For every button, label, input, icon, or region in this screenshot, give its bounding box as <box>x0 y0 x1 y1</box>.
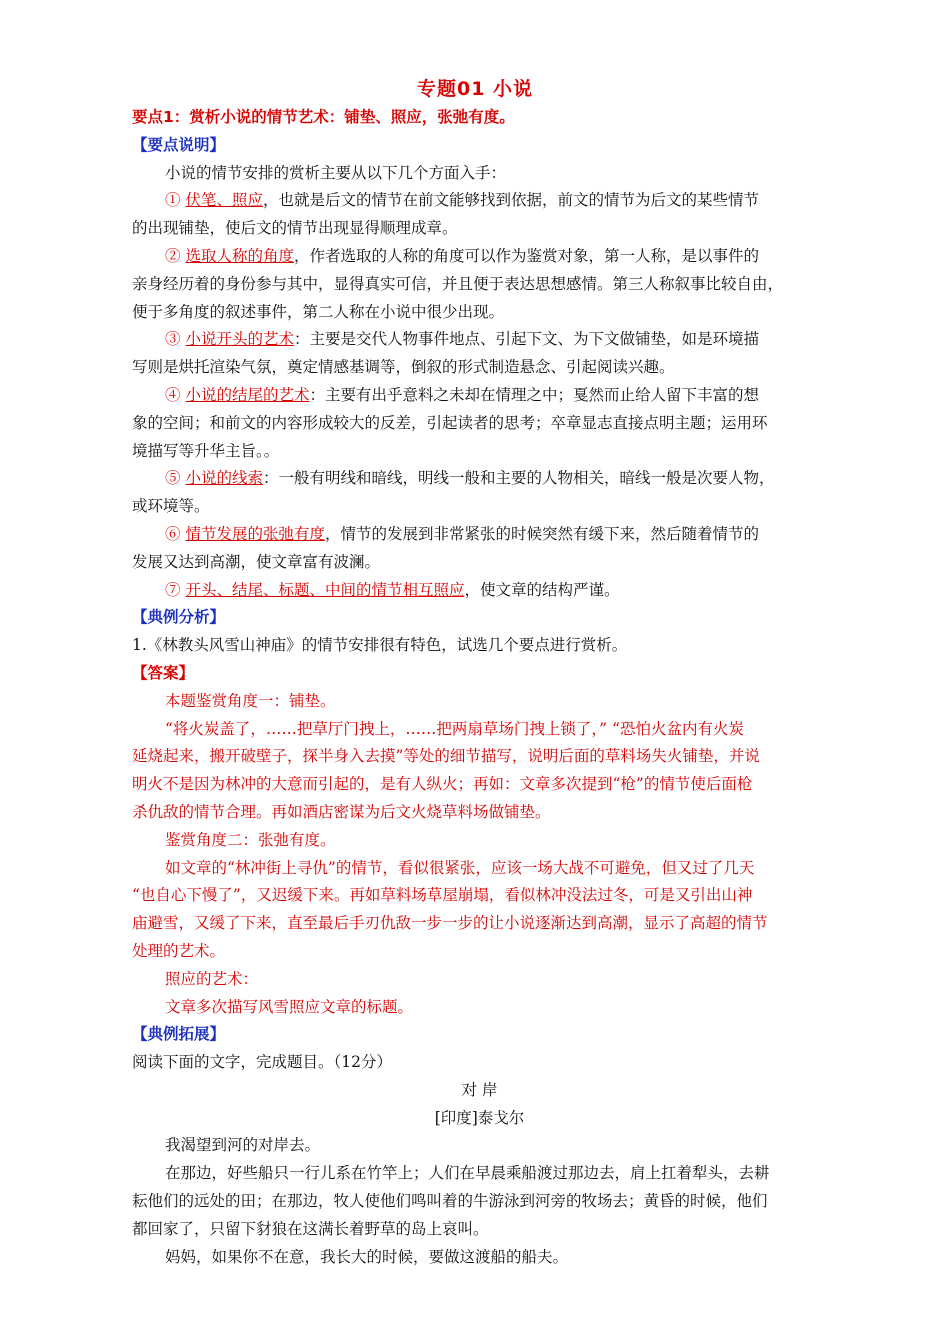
item-text: ：主要有出乎意料之未却在情理之中；戛然而止给人留下丰富的想 <box>309 385 759 404</box>
answer-text: 明火不是因为林冲的大意而引起的，是有人纵火；再如：文章多次提到“枪”的情节使后面枪 <box>132 775 753 794</box>
answer-text: 照应的艺术： <box>165 969 259 988</box>
list-item <box>132 577 827 605</box>
list-item <box>132 521 827 549</box>
item-key: 选取人称的角度 <box>185 246 294 265</box>
reading-prompt: 阅读下面的文字，完成题目。（12分） <box>132 1053 392 1072</box>
item-text: 或环境等。 <box>132 497 210 516</box>
item-text: ，也就是后文的情节在前文能够找到依据，前文的情节为后文的某些情节 <box>262 191 759 210</box>
item-text: 的出现铺垫，使后文的情节出现显得顺理成章。 <box>132 219 458 238</box>
item-text: ，情节的发展到非常紧张的时候突然有缓下来，然后随着情节的 <box>324 524 759 543</box>
section-heading-example: 【典例分析】 <box>132 608 226 627</box>
intro-text: 小说的情节安排的赏析主要从以下几个方面入手： <box>165 163 507 182</box>
story-paragraph: 我渴望到河的对岸去。 <box>165 1136 321 1155</box>
answer-text: “也自心下慢了”，又迟缓下来。再如草料场草屋崩塌，看似林冲没法过冬，可是又引出山神 <box>132 886 753 905</box>
answer-text: 处理的艺术。 <box>132 941 226 960</box>
answer-text: “将火炭盖了，……把草厅门拽上，……把两扇草场门拽上锁了，” “恐怕火盆内有火炭 <box>165 719 744 738</box>
item-number: ① <box>165 191 181 210</box>
item-text: 发展又达到高潮，使文章富有波澜。 <box>132 552 381 571</box>
key-point-heading: 要点1：赏析小说的情节艺术：铺垫、照应，张弛有度。 <box>132 108 515 126</box>
item-number: ⑥ <box>165 524 181 543</box>
story-paragraph: 都回家了，只留下豺狼在这满长着野草的岛上哀叫。 <box>132 1219 489 1238</box>
item-number: ⑤ <box>165 469 181 488</box>
answer-text: 杀仇敌的情节合理。再如酒店密谋为后文火烧草料场做铺垫。 <box>132 802 551 821</box>
section-heading-extend: 【典例拓展】 <box>132 1025 226 1044</box>
item-key: 伏笔、照应 <box>185 191 263 210</box>
list-item <box>132 243 827 271</box>
item-number: ② <box>165 246 181 265</box>
document-body <box>132 104 827 1271</box>
answer-text: 庙避雪，又缓了下来，直至最后手刃仇敌一步一步的让小说逐渐达到高潮，显示了高超的情节 <box>132 914 768 933</box>
item-text: 写则是烘托渲染气氛，奠定情感基调等，倒叙的形式制造悬念、引起阅读兴趣。 <box>132 358 675 377</box>
answer-text: 鉴赏角度二：张弛有度。 <box>165 830 336 849</box>
item-key: 情节发展的张弛有度 <box>185 524 325 543</box>
answer-text: 文章多次描写风雪照应文章的标题。 <box>165 997 414 1016</box>
item-key: 小说的结尾的艺术 <box>185 385 310 404</box>
list-item <box>132 326 827 354</box>
section-heading-explain: 【要点说明】 <box>132 135 226 154</box>
item-key: 开头、结尾、标题、中间的情节相互照应 <box>185 580 465 599</box>
item-text: ，使文章的结构严谨。 <box>464 580 620 599</box>
story-paragraph: 在那边，好些船只一行儿系在竹竿上；人们在早晨乘船渡过那边去，肩上扛着犁头，去耕 <box>165 1164 770 1183</box>
answer-text: 如文章的“林冲街上寻仇”的情节，看似很紧张，应该一场大战不可避免，但又过了几天 <box>165 858 755 877</box>
list-item <box>132 382 827 410</box>
item-text: ，作者选取的人称的角度可以作为鉴赏对象，第一人称，是以事件的 <box>293 246 759 265</box>
item-key: 小说开头的艺术 <box>185 330 294 349</box>
list-item <box>132 465 827 493</box>
item-text: 象的空间；和前文的内容形成较大的反差，引起读者的思考；卒章显志直接点明主题；运用环 <box>132 413 768 432</box>
item-text: ：一般有明线和暗线，明线一般和主要的人物相关，暗线一般是次要人物， <box>262 469 775 488</box>
item-number: ⑦ <box>165 580 181 599</box>
question-text: 1.《林教头风雪山神庙》的情节安排很有特色，试选几个要点进行赏析。 <box>132 636 628 655</box>
story-author: [印度]泰戈尔 <box>434 1108 525 1127</box>
item-text: 便于多角度的叙述事件，第二人称在小说中很少出现。 <box>132 302 505 321</box>
item-text: ：主要是交代人物事件地点、引起下文、为下文做铺垫，如是环境描 <box>293 330 759 349</box>
section-heading-answer: 【答案】 <box>132 663 195 682</box>
item-text: 境描写等升华主旨。。 <box>132 441 280 460</box>
item-key: 小说的线索 <box>185 469 263 488</box>
item-number: ④ <box>165 385 181 404</box>
story-paragraph: 妈妈，如果你不在意，我长大的时候，要做这渡船的船夫。 <box>165 1247 569 1266</box>
story-title: 对 岸 <box>461 1080 498 1099</box>
list-item <box>132 187 827 215</box>
answer-text: 延烧起来，搬开破壁子，探半身入去摸”等处的细节描写，说明后面的草料场失火铺垫，并说 <box>132 747 760 766</box>
item-text: 亲身经历着的身份参与其中，显得真实可信，并且便于表达思想感情。第三人称叙事比较自由， <box>132 274 784 293</box>
item-number: ③ <box>165 330 181 349</box>
page-title: 专题01 小说 <box>416 78 534 100</box>
story-paragraph: 耘他们的远处的田；在那边，牧人使他们鸣叫着的牛游泳到河旁的牧场去；黄昏的时候，他们 <box>132 1192 768 1211</box>
answer-text: 本题鉴赏角度一：铺垫。 <box>165 691 336 710</box>
